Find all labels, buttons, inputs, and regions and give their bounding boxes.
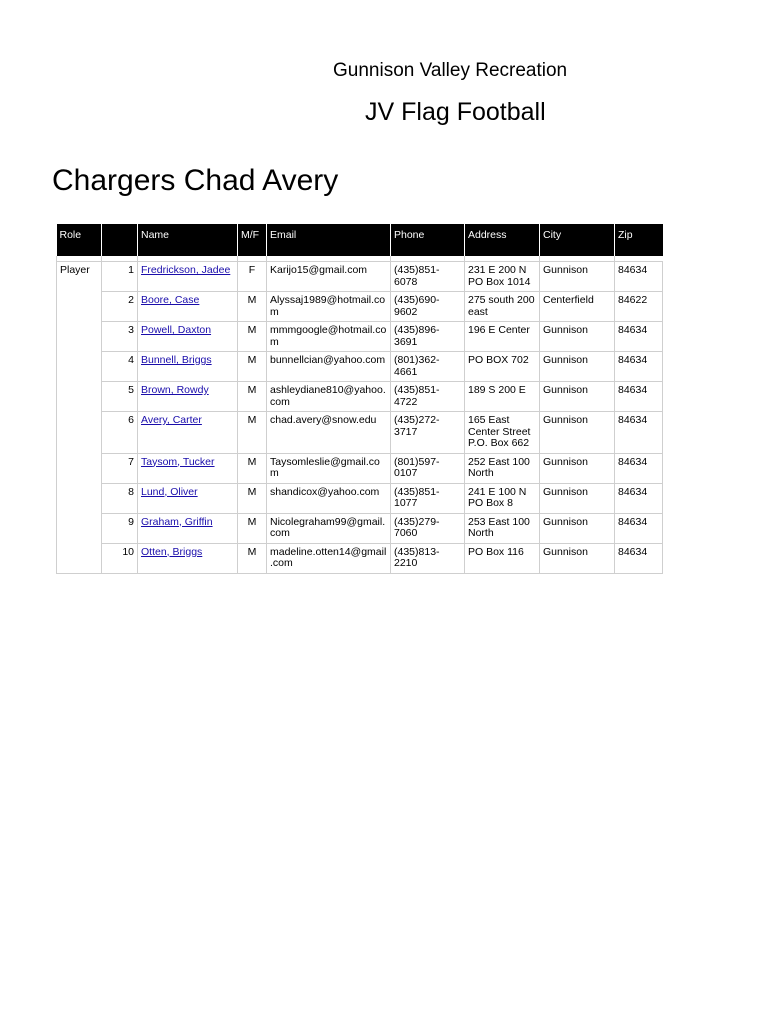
player-gender: M <box>238 292 267 322</box>
player-city: Gunnison <box>540 322 615 352</box>
player-name-cell <box>138 543 238 573</box>
player-zip: 84634 <box>615 382 663 412</box>
table-row <box>57 322 663 352</box>
player-city: Gunnison <box>540 412 615 454</box>
player-name-link[interactable]: Brown, Rowdy <box>141 384 209 396</box>
player-name-link[interactable]: Avery, Carter <box>141 414 202 426</box>
player-gender: M <box>238 543 267 573</box>
table-row <box>57 513 663 543</box>
player-zip: 84634 <box>615 513 663 543</box>
player-phone: (435)272-3717 <box>391 412 465 454</box>
column-header-number <box>102 224 138 256</box>
team-title: Chargers Chad Avery <box>52 164 339 197</box>
table-row <box>57 382 663 412</box>
player-number: 1 <box>102 262 138 292</box>
player-number: 5 <box>102 382 138 412</box>
player-gender: M <box>238 322 267 352</box>
column-header-role: Role <box>57 224 102 256</box>
column-header-city: City <box>540 224 615 256</box>
player-email: Alyssaj1989@hotmail.com <box>267 292 391 322</box>
player-name-cell <box>138 322 238 352</box>
player-name-link[interactable]: Otten, Briggs <box>141 545 203 558</box>
player-phone: (435)279-7060 <box>391 513 465 543</box>
player-email: mmmgoogle@hotmail.com <box>267 322 391 352</box>
player-name-link[interactable]: Fredrickson, Jadee <box>141 264 231 276</box>
player-address: PO BOX 702 <box>465 352 540 382</box>
player-email: ashleydiane810@yahoo.com <box>267 382 391 412</box>
column-header-name: Name <box>138 224 238 256</box>
player-name-link[interactable]: Taysom, Tucker <box>141 455 215 468</box>
sport-title: JV Flag Football <box>365 98 546 126</box>
player-gender: M <box>238 382 267 412</box>
player-name-cell <box>138 352 238 382</box>
player-city: Gunnison <box>540 513 615 543</box>
table-row <box>57 543 663 573</box>
player-number: 6 <box>102 412 138 454</box>
player-city: Centerfield <box>540 292 615 322</box>
player-address: 253 East 100 North <box>465 513 540 543</box>
player-number: 9 <box>102 513 138 543</box>
player-email: Nicolegraham99@gmail.com <box>267 513 391 543</box>
player-zip: 84634 <box>615 322 663 352</box>
player-zip: 84634 <box>615 262 663 292</box>
player-phone: (435)896-3691 <box>391 322 465 352</box>
player-address: PO Box 116 <box>465 543 540 573</box>
player-address: 189 S 200 E <box>465 382 540 412</box>
player-name-cell <box>138 453 238 483</box>
player-phone: (801)597-0107 <box>391 453 465 483</box>
player-gender: M <box>238 352 267 382</box>
player-address: 252 East 100 North <box>465 453 540 483</box>
player-email: Taysomleslie@gmail.com <box>267 453 391 483</box>
player-city: Gunnison <box>540 453 615 483</box>
table-row <box>57 412 663 454</box>
column-header-phone: Phone <box>391 224 465 256</box>
player-number: 8 <box>102 483 138 513</box>
table-header-row <box>57 224 663 256</box>
player-email: bunnellcian@yahoo.com <box>267 352 391 382</box>
player-name-link[interactable]: Graham, Griffin <box>141 515 213 528</box>
roster-table <box>56 224 663 574</box>
column-header-address: Address <box>465 224 540 256</box>
player-gender: M <box>238 513 267 543</box>
table-body <box>57 256 663 573</box>
player-address: 275 south 200 east <box>465 292 540 322</box>
player-email: shandicox@yahoo.com <box>267 483 391 513</box>
player-number: 2 <box>102 292 138 322</box>
player-phone: (435)851-4722 <box>391 382 465 412</box>
player-city: Gunnison <box>540 352 615 382</box>
player-zip: 84622 <box>615 292 663 322</box>
column-header-zip: Zip <box>615 224 663 256</box>
role-cell: Player <box>57 262 102 574</box>
player-phone: (435)851-1077 <box>391 483 465 513</box>
player-phone: (801)362-4661 <box>391 352 465 382</box>
player-address: 241 E 100 N PO Box 8 <box>465 483 540 513</box>
player-city: Gunnison <box>540 543 615 573</box>
table-row <box>57 352 663 382</box>
player-zip: 84634 <box>615 483 663 513</box>
player-city: Gunnison <box>540 382 615 412</box>
player-number: 7 <box>102 453 138 483</box>
player-zip: 84634 <box>615 412 663 454</box>
player-name-cell <box>138 513 238 543</box>
player-address: 231 E 200 N PO Box 1014 <box>465 262 540 292</box>
column-header-email: Email <box>267 224 391 256</box>
table-row <box>57 453 663 483</box>
player-name-cell <box>138 382 238 412</box>
player-email: madeline.otten14@gmail.com <box>267 543 391 573</box>
player-number: 4 <box>102 352 138 382</box>
player-phone: (435)690-9602 <box>391 292 465 322</box>
organization-title: Gunnison Valley Recreation <box>333 60 568 81</box>
player-city: Gunnison <box>540 483 615 513</box>
player-name-cell <box>138 262 238 292</box>
table-row <box>57 262 663 292</box>
player-address: 165 East Center Street P.O. Box 662 <box>465 412 540 454</box>
table-row <box>57 483 663 513</box>
player-name-cell <box>138 292 238 322</box>
player-name-cell <box>138 412 238 454</box>
player-gender: M <box>238 453 267 483</box>
player-email: chad.avery@snow.edu <box>267 412 391 454</box>
player-gender: M <box>238 412 267 454</box>
player-name-link[interactable]: Boore, Case <box>141 294 200 306</box>
table-row <box>57 292 663 322</box>
player-number: 10 <box>102 543 138 573</box>
player-zip: 84634 <box>615 453 663 483</box>
player-name-link[interactable]: Powell, Daxton <box>141 324 212 336</box>
player-number: 3 <box>102 322 138 352</box>
player-phone: (435)813-2210 <box>391 543 465 573</box>
player-name-cell <box>138 483 238 513</box>
player-name-link[interactable]: Lund, Oliver <box>141 485 198 498</box>
player-email: Karijo15@gmail.com <box>267 262 391 292</box>
player-city: Gunnison <box>540 262 615 292</box>
player-gender: F <box>238 262 267 292</box>
player-name-link[interactable]: Bunnell, Briggs <box>141 354 212 366</box>
player-zip: 84634 <box>615 352 663 382</box>
player-phone: (435)851-6078 <box>391 262 465 292</box>
player-address: 196 E Center <box>465 322 540 352</box>
player-gender: M <box>238 483 267 513</box>
column-header-gender: M/F <box>238 224 267 256</box>
player-zip: 84634 <box>615 543 663 573</box>
